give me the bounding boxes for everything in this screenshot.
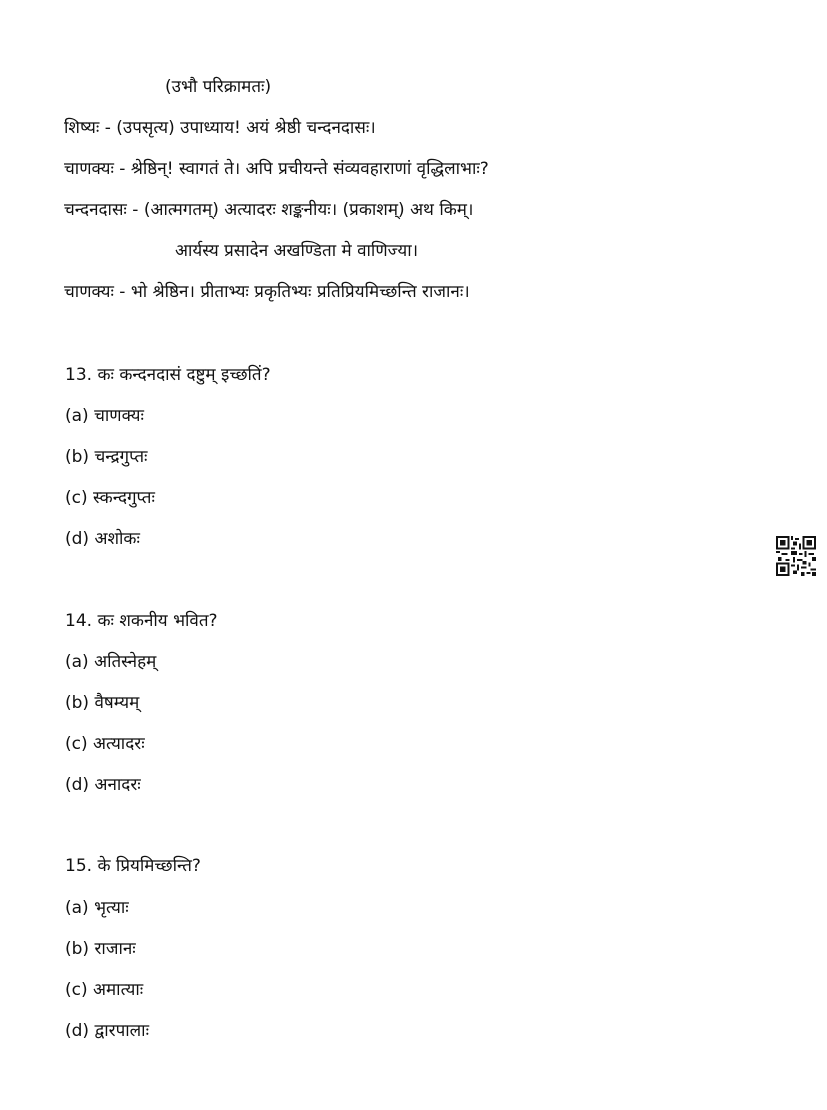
option-13-b — [65, 446, 147, 468]
stage-direction: (उभौ परिक्रामतः) — [165, 77, 272, 97]
option-label: (b) — [65, 693, 90, 713]
option-label: (b) — [65, 939, 90, 959]
option-label: (d) — [65, 1021, 90, 1041]
option-label: (d) — [65, 775, 90, 795]
separator: - — [119, 159, 126, 179]
option-text: द्वारपालाः — [94, 1021, 150, 1041]
dialogue-text: श्रेष्ठिन्! स्वागतं ते। अपि प्रचीयन्ते संव्यवहाराणां वृद्धिलाभाः? — [130, 159, 489, 179]
question-number: 14. — [65, 611, 93, 631]
question-14 — [65, 610, 218, 632]
option-text: अमात्याः — [93, 980, 144, 1000]
question-text: कः कन्दनदासं दष्टुम् इच्छतिं? — [97, 365, 271, 385]
option-label: (c) — [65, 488, 88, 508]
option-label: (a) — [65, 406, 89, 426]
option-13-c — [65, 487, 155, 509]
dialogue-text: (आत्मगतम्) अत्यादरः शङ्कनीयः। (प्रकाशम्) अथ किम्। — [143, 200, 474, 220]
option-text: चाणक्यः — [94, 406, 144, 426]
dialogue-text: भो श्रेष्ठिन। प्रीताभ्यः प्रकृतिभ्यः प्रतिप्रियमिच्छन्ति राजानः। — [130, 282, 470, 302]
question-number: 13. — [65, 365, 93, 385]
option-14-c — [65, 733, 145, 755]
option-label: (b) — [65, 447, 90, 467]
dialogue-line — [64, 199, 473, 221]
dialogue-line — [64, 158, 489, 180]
option-label: (c) — [65, 980, 88, 1000]
dialogue-continuation: आर्यस्य प्रसादेन अखण्डिता मे वाणिज्या। — [175, 241, 419, 261]
speaker: चन्दनदासः — [64, 200, 127, 220]
question-text: के प्रियमिच्छन्ति? — [97, 856, 201, 876]
option-13-d — [65, 528, 140, 550]
speaker: चाणक्यः — [64, 282, 114, 302]
option-13-a — [65, 405, 144, 427]
dialogue-line — [64, 281, 470, 303]
option-text: भृत्याः — [94, 898, 129, 918]
separator: - — [119, 282, 126, 302]
option-14-d — [65, 774, 141, 796]
question-15 — [65, 855, 201, 877]
speaker: शिष्यः — [64, 118, 100, 138]
separator: - — [104, 118, 111, 138]
option-14-b — [65, 692, 139, 714]
option-label: (a) — [65, 652, 89, 672]
dialogue-line — [64, 117, 376, 139]
option-15-c — [65, 979, 143, 1001]
question-number: 15. — [65, 856, 93, 876]
speaker: चाणक्यः — [64, 159, 114, 179]
option-text: चन्द्रगुप्तः — [94, 447, 148, 467]
option-text: अशोकः — [94, 529, 140, 549]
option-label: (d) — [65, 529, 90, 549]
option-15-d — [65, 1020, 149, 1042]
option-text: स्कन्दगुप्तः — [93, 488, 155, 508]
question-13 — [65, 364, 271, 386]
option-label: (a) — [65, 898, 89, 918]
separator: - — [132, 200, 139, 220]
option-text: राजानः — [94, 939, 136, 959]
qr-code-icon — [776, 536, 816, 576]
option-15-b — [65, 938, 136, 960]
option-14-a — [65, 651, 156, 673]
option-label: (c) — [65, 734, 88, 754]
option-text: अत्यादरः — [93, 734, 145, 754]
dialogue-text: (उपसृत्य) उपाध्याय! अयं श्रेष्ठी चन्दनदासः। — [116, 118, 376, 138]
question-text: कः शकनीय भवित? — [97, 611, 218, 631]
option-text: वैषम्यम् — [94, 693, 140, 713]
option-15-a — [65, 897, 129, 919]
option-text: अतिस्नेहम् — [94, 652, 157, 672]
option-text: अनादरः — [94, 775, 141, 795]
